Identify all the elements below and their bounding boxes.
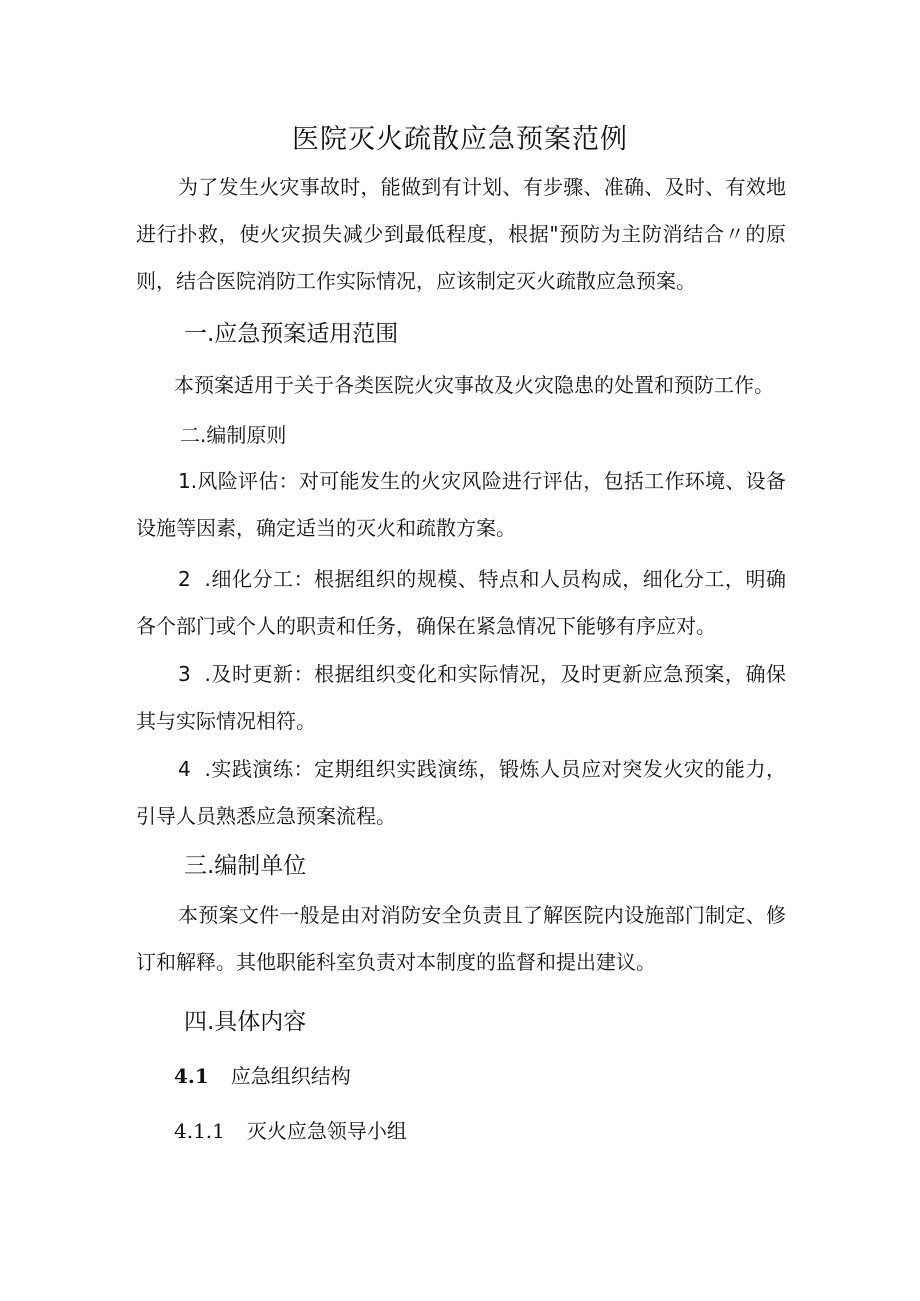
section4-heading: 四.具体内容 <box>184 1009 307 1035</box>
section2-heading: 二.编制原则 <box>180 423 287 447</box>
principle-item-1: 1.风险评估：对可能发生的火灾风险进行评估，包括工作环境、设备设施等因素，确定适当的灭火和疏散方案。 <box>136 469 786 540</box>
section1-text: 本预案适用于关于各类医院火灾事故及火灾隐患的处置和预防工作。 <box>174 373 774 397</box>
subsection-4-1 <box>174 1059 351 1093</box>
intro-paragraph: 为了发生火灾事故时，能做到有计划、有步骤、准确、及时、有效地进行扑救，使火灾损失减少到最低程度，根据"预防为主防消结合〃的原则，结合医院消防工作实际情况，应该制定灭火疏散应急预案。 <box>136 175 786 293</box>
section3-heading: 三.编制单位 <box>184 853 307 879</box>
principle-item-4: 4 .实践演练：定期组织实践演练，锻炼人员应对突发火灾的能力，引导人员熟悉应急预案流程。 <box>136 757 786 828</box>
document-title: 医院灭火疏散应急预案范例 <box>292 124 628 155</box>
subsection-4-1-label: 应急组织结构 <box>230 1064 351 1088</box>
principle-item-2: 2 .细化分工：根据组织的规模、特点和人员构成，细化分工，明确各个部门或个人的职责和任务，确保在紧急情况下能够有序应对。 <box>136 567 786 638</box>
subsection-4-1-number: 4.1 <box>174 1064 209 1088</box>
subsection-4-1-1-number: 4.1.1 <box>174 1119 225 1143</box>
subsection-4-1-1 <box>174 1114 407 1148</box>
section1-heading: 一.应急预案适用范围 <box>184 321 399 347</box>
subsection-4-1-1-label: 灭火应急领导小组 <box>246 1119 407 1143</box>
principle-item-3: 3 .及时更新：根据组织变化和实际情况，及时更新应急预案，确保其与实际情况相符。 <box>136 662 786 733</box>
section3-text: 本预案文件一般是由对消防安全负责且了解医院内设施部门制定、修订和解释。其他职能科室负责对本制度的监督和提出建议。 <box>136 903 786 974</box>
